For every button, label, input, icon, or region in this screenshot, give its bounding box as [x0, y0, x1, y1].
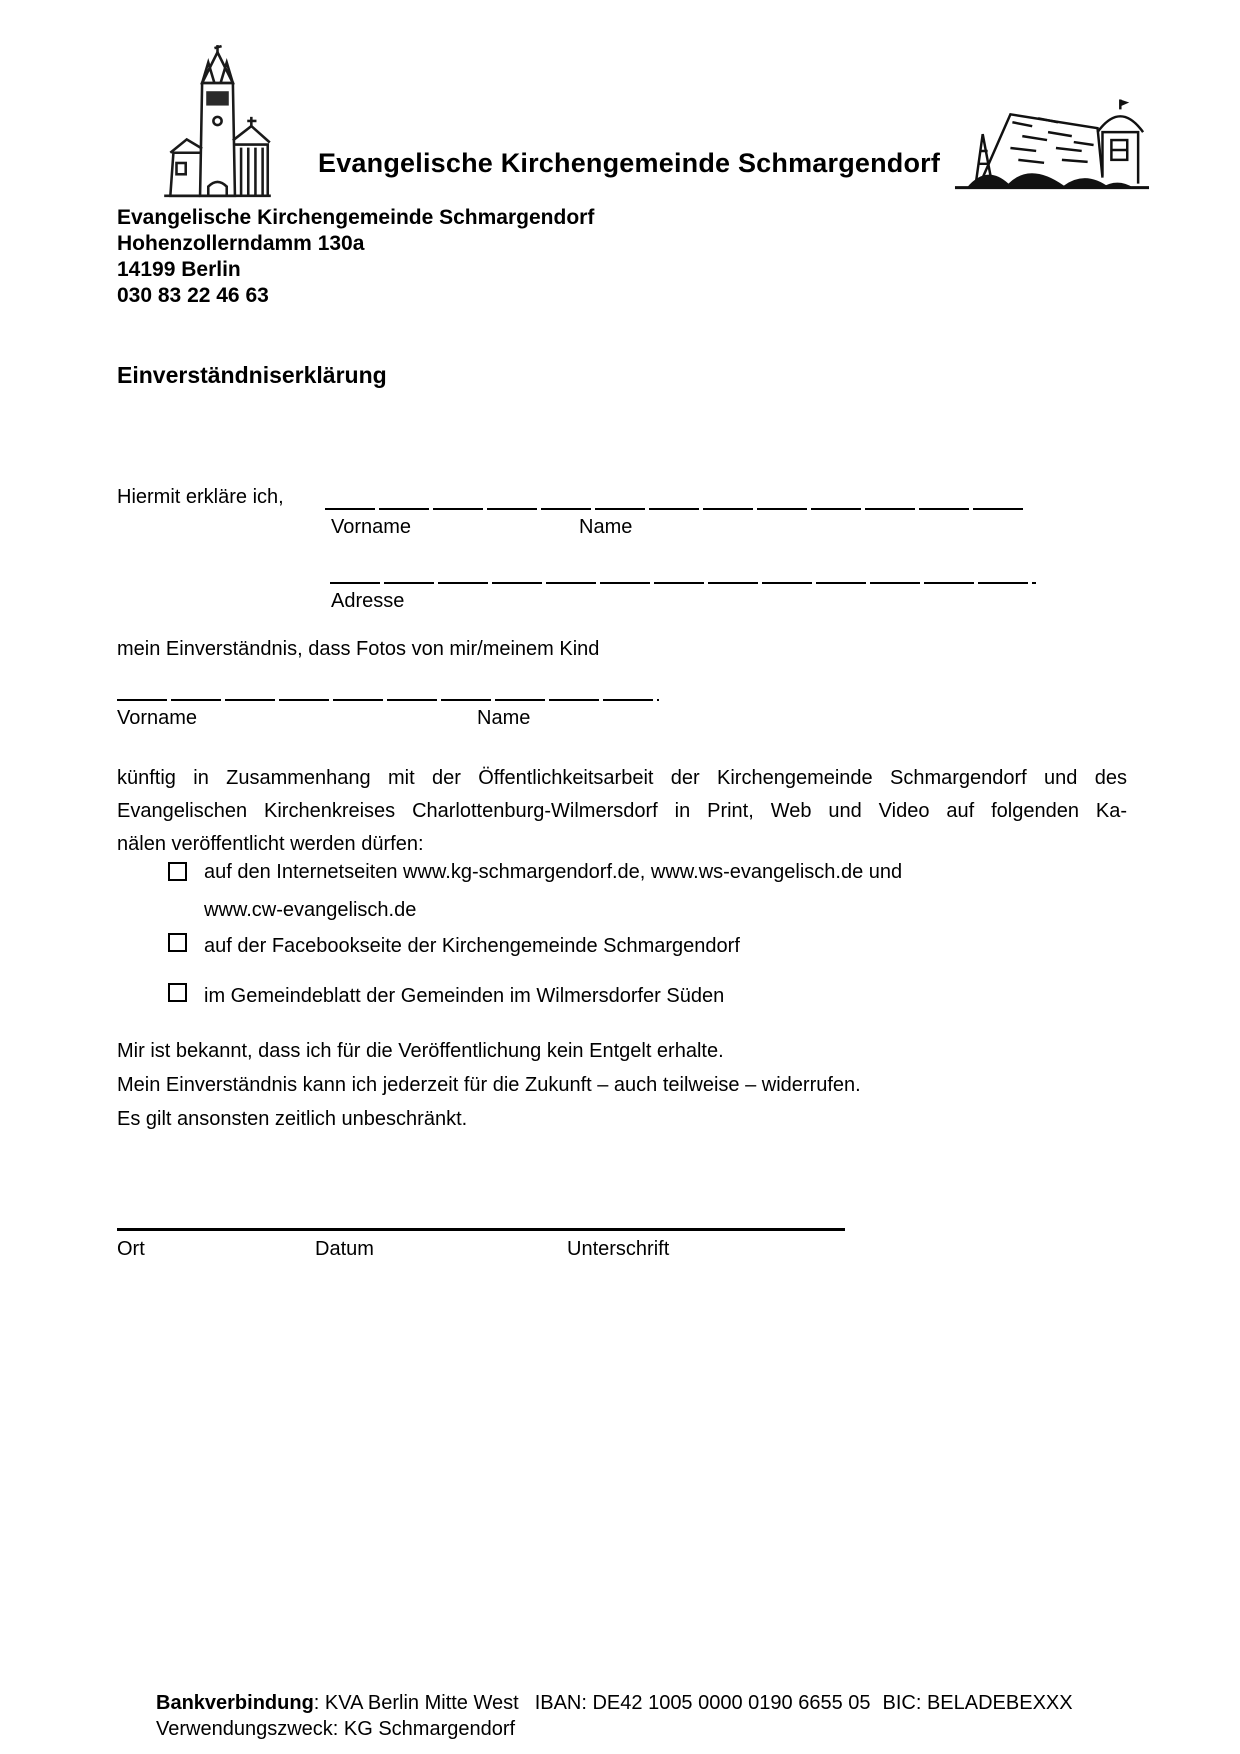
statement-revocation: Mein Einverständnis kann ich jederzeit für die Zukunft – auch teilweise – widerrufen.: [117, 1074, 861, 1096]
church-tower-logo: [160, 42, 275, 204]
checkbox-internetseiten[interactable]: [168, 862, 187, 881]
sender-address-block: [117, 205, 594, 309]
village-church-logo: [953, 96, 1151, 196]
publication-paragraph: [117, 762, 1127, 861]
checkbox-label-line: www.cw-evangelisch.de: [204, 899, 417, 921]
checkbox-facebook[interactable]: [168, 933, 187, 952]
datum-label: Datum: [315, 1238, 374, 1260]
paragraph-line: nälen veröffentlicht werden dürfen:: [117, 833, 424, 855]
name-input-line: [325, 508, 1027, 510]
checkbox-gemeindeblatt-label: im Gemeindeblatt der Gemeinden im Wilmersdorfer Süden: [204, 985, 725, 1007]
checkbox-gemeindeblatt[interactable]: [168, 983, 187, 1002]
form-heading: Einverständniserklärung: [117, 362, 387, 388]
address-input-line: [330, 582, 1036, 584]
adresse-label: Adresse: [331, 590, 405, 612]
unterschrift-label: Unterschrift: [567, 1238, 670, 1260]
checkbox-facebook-label: auf der Facebookseite der Kirchengemeinde Schmargendorf: [204, 935, 740, 957]
sender-city: 14199 Berlin: [117, 258, 241, 281]
organization-title: Evangelische Kirchengemeinde Schmargendorf: [318, 148, 941, 178]
bank-label: Bankverbindung: [156, 1692, 314, 1714]
name-label-1: Name: [579, 516, 633, 538]
name-label-2: Name: [477, 707, 531, 729]
verwendungszweck-line: Verwendungszweck: KG Schmargendorf: [156, 1718, 516, 1740]
footer-bank-details: [156, 1690, 1073, 1742]
paragraph-line: Evangelischen Kirchenkreises Charlottenburg-Wilmersdorf in Print, Web und Video auf folgenden Ka-: [117, 800, 1127, 822]
sender-street: Hohenzollerndamm 130a: [117, 232, 365, 255]
consent-intro-text: mein Einverständnis, dass Fotos von mir/meinem Kind: [117, 638, 600, 660]
checkbox-internetseiten-label: [204, 853, 902, 929]
bank-value: : KVA Berlin Mitte West: [313, 1692, 519, 1714]
bic-value: BIC: BELADEBEXXX: [882, 1692, 1073, 1714]
footer-bank-line: [156, 1690, 1073, 1716]
vorname-label-2: Vorname: [117, 707, 198, 729]
signature-line: [117, 1228, 845, 1231]
vorname-label-1: Vorname: [331, 516, 412, 538]
sender-phone: 030 83 22 46 63: [117, 284, 269, 307]
child-name-input-line: [117, 699, 659, 701]
statement-unlimited: Es gilt ansonsten zeitlich unbeschränkt.: [117, 1108, 468, 1130]
paragraph-line: künftig in Zusammenhang mit der Öffentlichkeitsarbeit der Kirchengemeinde Schmargendorf und des: [117, 767, 1127, 789]
ort-label: Ort: [117, 1238, 145, 1260]
declaration-intro-text: Hiermit erkläre ich,: [117, 486, 284, 508]
statement-no-payment: Mir ist bekannt, dass ich für die Veröffentlichung kein Entgelt erhalte.: [117, 1040, 724, 1062]
sender-name: Evangelische Kirchengemeinde Schmargendorf: [117, 206, 595, 229]
checkbox-label-line: auf den Internetseiten www.kg-schmargendorf.de, www.ws-evangelisch.de und: [204, 861, 903, 883]
iban-value: IBAN: DE42 1005 0000 0190 6655 05: [534, 1692, 871, 1714]
